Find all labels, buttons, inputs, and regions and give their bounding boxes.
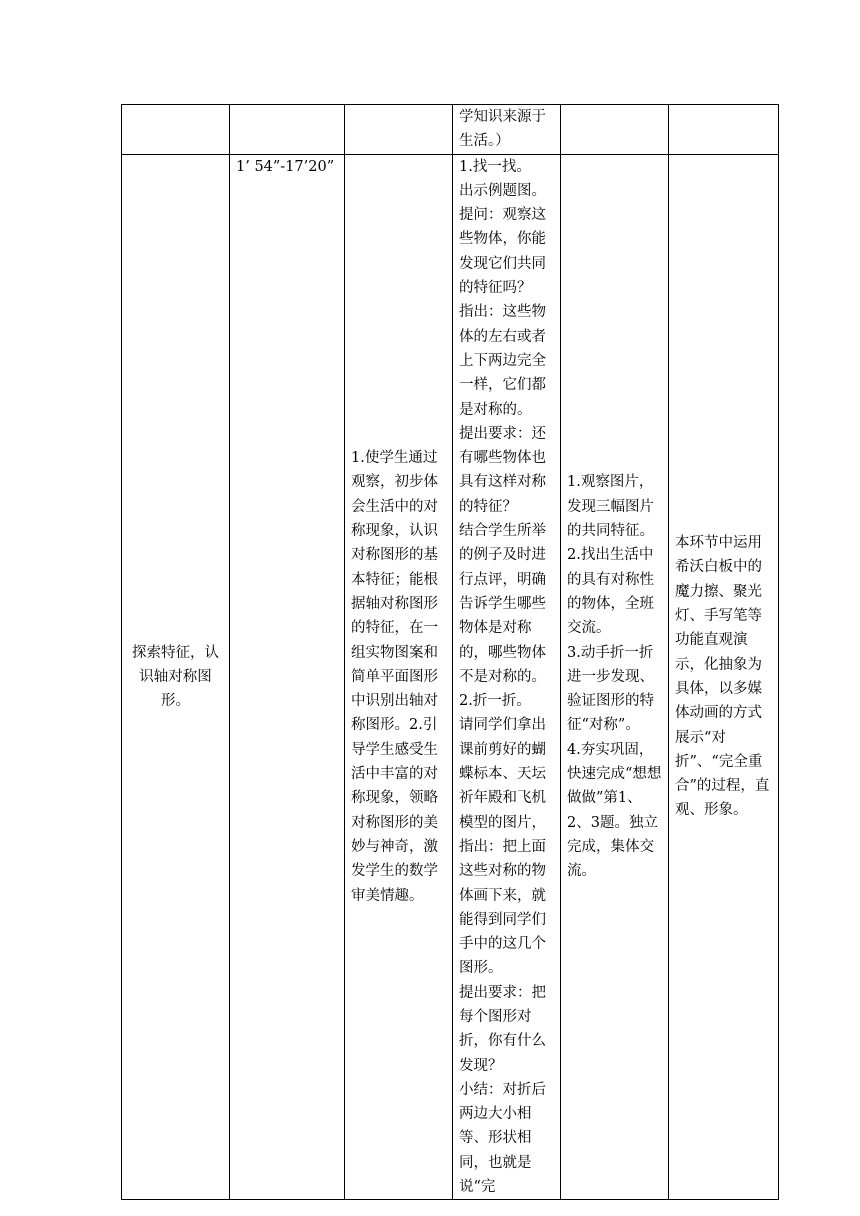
teacher-step-find: 1.找一找。 xyxy=(459,158,531,175)
teacher-question: 提问：观察这些物体，你能发现它们共同 的特征吗？ xyxy=(459,207,546,297)
table-row-explore xyxy=(122,154,779,1200)
student-step-4: 4.夯实巩固，快速完成“想想做做”第1、2、3题。独立完成，集体交流。 xyxy=(567,741,662,880)
teacher-comment: 结合学生所举的例子及时进行点评，明确告诉学生哪些 物体是对称的，哪些物体不是对称的。 xyxy=(459,523,546,685)
cell-media-design xyxy=(669,154,779,1200)
cell-r1-c5 xyxy=(561,105,669,155)
cell-objectives xyxy=(345,154,453,1200)
cell-r1-c4 xyxy=(453,105,561,155)
cell-r1-c6 xyxy=(669,105,779,155)
media-design-text: 本环节中运用希沃白板中的魔力擦、聚光灯、手写笔等功能直观演示，化抽象为具体，以多媒体动画的方式展示“对折”、“完全重合”的过程，直观、形象。 xyxy=(675,535,770,819)
student-step-1: 1.观察图片，发现三幅图片的共同特征。 xyxy=(567,474,654,540)
teacher-request: 提出要求：还有哪些物体也具有这样对称 的特征？ xyxy=(459,425,546,515)
time-range-text: 1’ 54”-17’20” xyxy=(236,158,335,175)
cell-r1-c1 xyxy=(122,105,230,155)
cell-teacher-activities xyxy=(453,154,561,1200)
stage-name-text: 探索特征，认识轴对称图形。 xyxy=(132,644,219,710)
cell-r1-c3 xyxy=(345,105,453,155)
cell-student-activities xyxy=(561,154,669,1200)
cell-r1-c2 xyxy=(230,105,345,155)
objectives-text: 1.使学生通过观察，初步体会生活中的对称现象，认识对称图形的基本特征；能根据轴对称图形的特征，在一组实物图案和简单平面图形中识别出轴对称图形。2.引导学生感受生活中丰富的对称现象，领略对称图形的美妙与神奇，激发学生的数学审美情趣。 xyxy=(351,450,438,904)
lesson-plan-table xyxy=(121,104,779,1200)
teacher-request-2: 提出要求：把每个图形对折，你有什么发现？ xyxy=(459,984,546,1074)
teacher-activity-continuation-text: 学知识来源于生活。） xyxy=(459,109,546,150)
teacher-take-out: 请同学们拿出课前剪好的蝴蝶标本、天坛祈年殿和飞机模型的图片， xyxy=(459,717,546,831)
student-step-3: 3.动手折一折进一步发现、验证图形的特征“对称”。 xyxy=(567,644,654,734)
teacher-step-fold: 2.折一折。 xyxy=(459,693,531,710)
cell-time-range xyxy=(230,154,345,1200)
teacher-summary: 小结：对折后两边大小相等、形状相同，也就是说“完 xyxy=(459,1081,546,1196)
table-row-continuation xyxy=(122,105,779,155)
student-step-2: 2.找出生活中的具有对称性的物体，全班交流。 xyxy=(567,547,654,637)
cell-stage-name xyxy=(122,154,230,1200)
teacher-point-out: 指出：这些物体的左右或者上下两边完全一样，它们都 是对称的。 xyxy=(459,304,546,418)
teacher-point-out-2: 指出：把上面这些对称的物体画下来，就能得到同学们手中的这几个图形。 xyxy=(459,838,546,977)
teacher-show-example: 出示例题图。 xyxy=(459,182,546,199)
